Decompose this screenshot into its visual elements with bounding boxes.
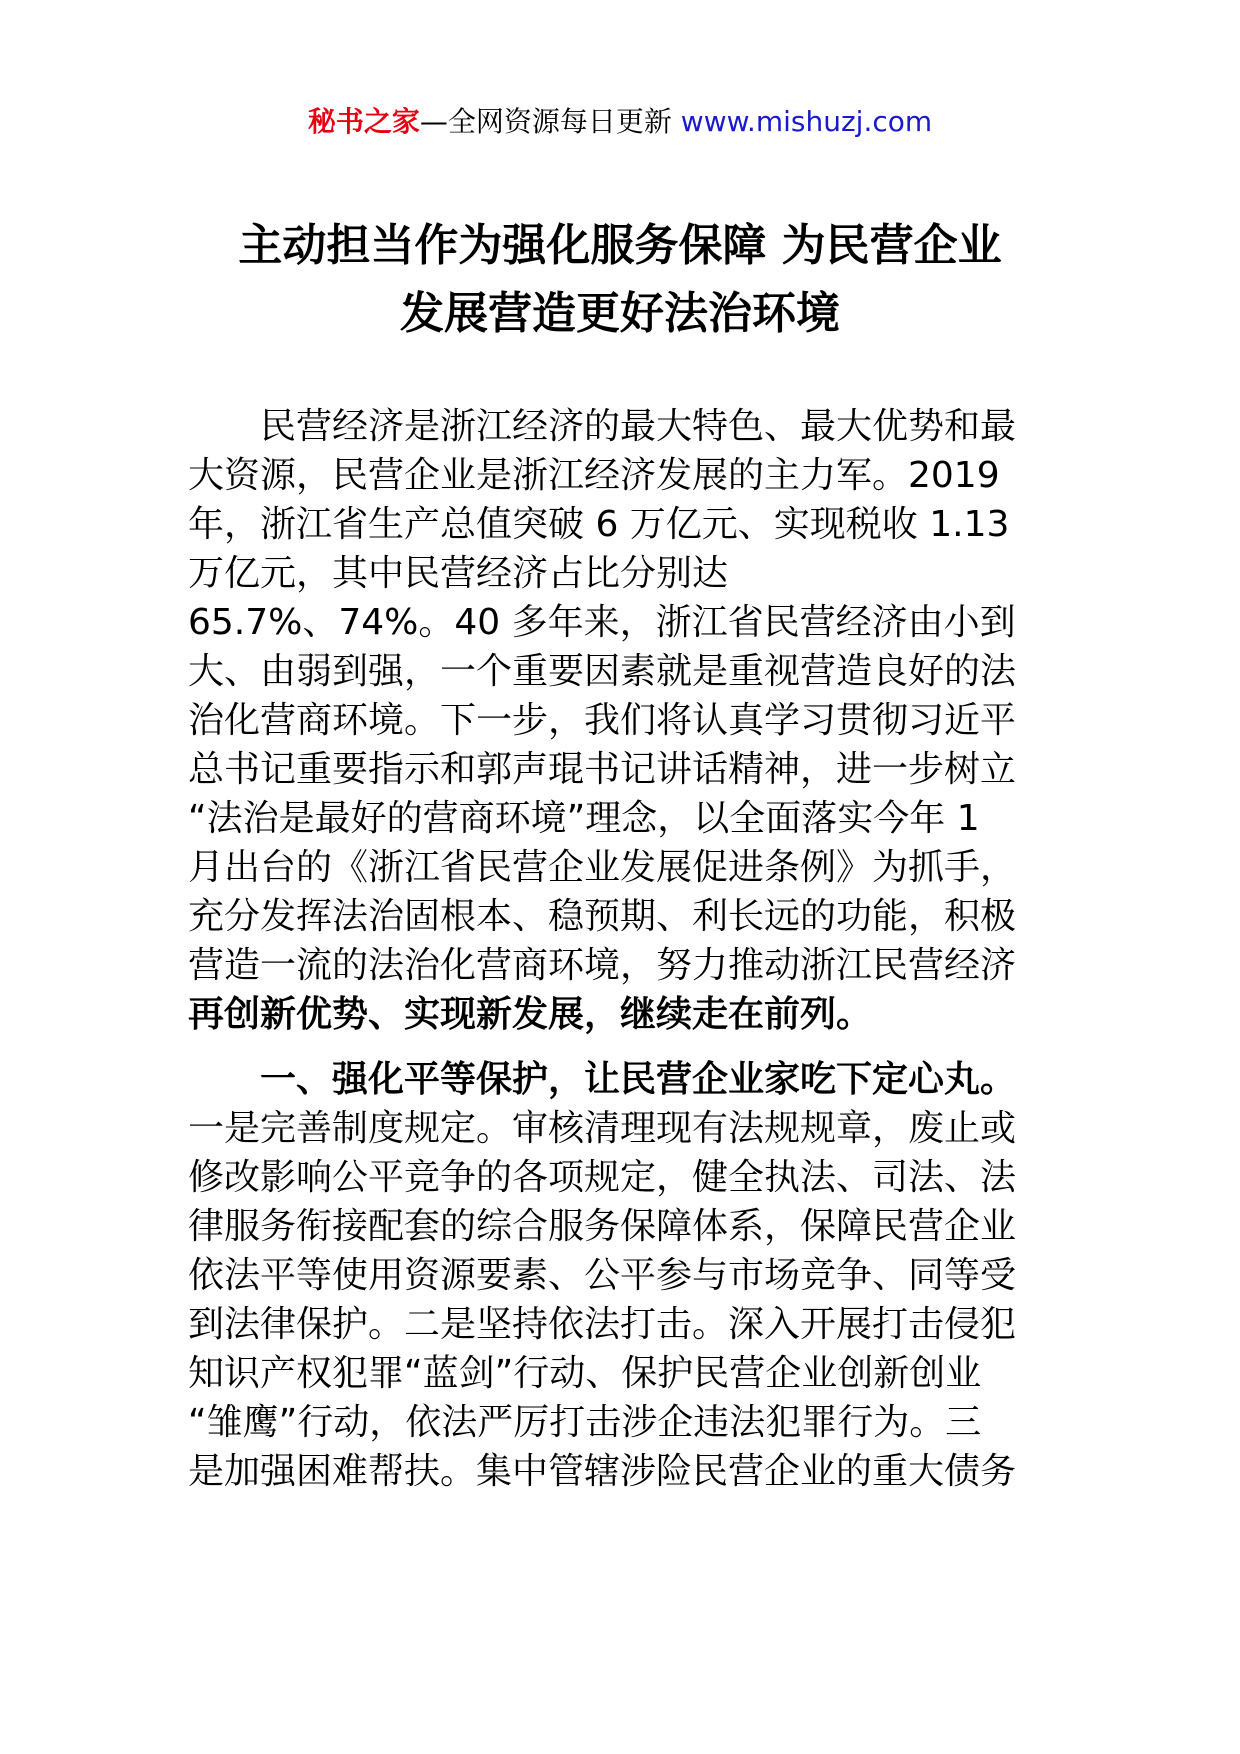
paragraph-bold-line: 再创新优势、实现新发展，继续走在前列。 [188, 994, 873, 1035]
document-body [188, 402, 1052, 1496]
title-line-2: 发展营造更好法治环境 [400, 288, 840, 339]
paragraph-line: 年，浙江省生产总值突破 6 万亿元、实现税收 1.13 [188, 504, 1010, 545]
paragraph-line: 万亿元，其中民营经济占比分别达 [188, 553, 729, 594]
site-url-link[interactable]: www.mishuzj.com [680, 105, 933, 138]
paragraph-line: 月出台的《浙江省民营企业发展促进条例》为抓手， [188, 847, 1017, 888]
paragraph-line: 到法律保护。二是坚持依法打击。深入开展打击侵犯 [188, 1304, 1017, 1345]
site-header [0, 102, 1240, 142]
site-tagline: —全网资源每日更新 [419, 105, 672, 138]
paragraph-line: 治化营商环境。下一步，我们将认真学习贯彻习近平 [188, 700, 1017, 741]
paragraph-line: 总书记重要指示和郭声琨书记讲话精神，进一步树立 [188, 749, 1017, 790]
paragraph-line: 充分发挥法治固根本、稳预期、利长远的功能，积极 [188, 896, 1017, 937]
paragraph-line: 律服务衔接配套的综合服务保障体系，保障民营企业 [188, 1206, 1017, 1247]
paragraph-line: 营造一流的法治化营商环境，努力推动浙江民营经济 [188, 945, 1017, 986]
paragraph-line: 大、由弱到强，一个重要因素就是重视营造良好的法 [188, 651, 1017, 692]
paragraph-line: “法治是最好的营商环境”理念，以全面落实今年 1 [188, 798, 980, 839]
paragraph-line: 依法平等使用资源要素、公平参与市场竞争、同等受 [188, 1255, 1017, 1296]
title-line-1: 主动担当作为强化服务保障 为民营企业 [238, 220, 1002, 271]
paragraph-line: 65.7%、74%。40 多年来，浙江省民营经济由小到 [188, 602, 1016, 643]
paragraph-line: 大资源，民营企业是浙江经济发展的主力军。2019 [188, 455, 1000, 496]
paragraph-line: 是加强困难帮扶。集中管辖涉险民营企业的重大债务 [188, 1451, 1017, 1492]
paragraph-spacer [188, 1039, 1052, 1055]
paragraph-line: 知识产权犯罪“蓝剑”行动、保护民营企业创新创业 [188, 1353, 982, 1394]
paragraph-line: 民营经济是浙江经济的最大特色、最大优势和最 [188, 406, 1017, 447]
section-heading: 一、强化平等保护，让民营企业家吃下定心丸。 [188, 1059, 1017, 1100]
paragraph-line: 修改影响公平竞争的各项规定，健全执法、司法、法 [188, 1157, 1017, 1198]
site-brand: 秘书之家 [307, 105, 420, 138]
document-title [150, 212, 1090, 348]
paragraph-2 [188, 1055, 1052, 1496]
paragraph-line: 一是完善制度规定。审核清理现有法规规章，废止或 [188, 1108, 1017, 1149]
paragraph-1 [188, 402, 1052, 1039]
paragraph-line: “雏鹰”行动，依法严厉打击涉企违法犯罪行为。三 [188, 1402, 982, 1443]
